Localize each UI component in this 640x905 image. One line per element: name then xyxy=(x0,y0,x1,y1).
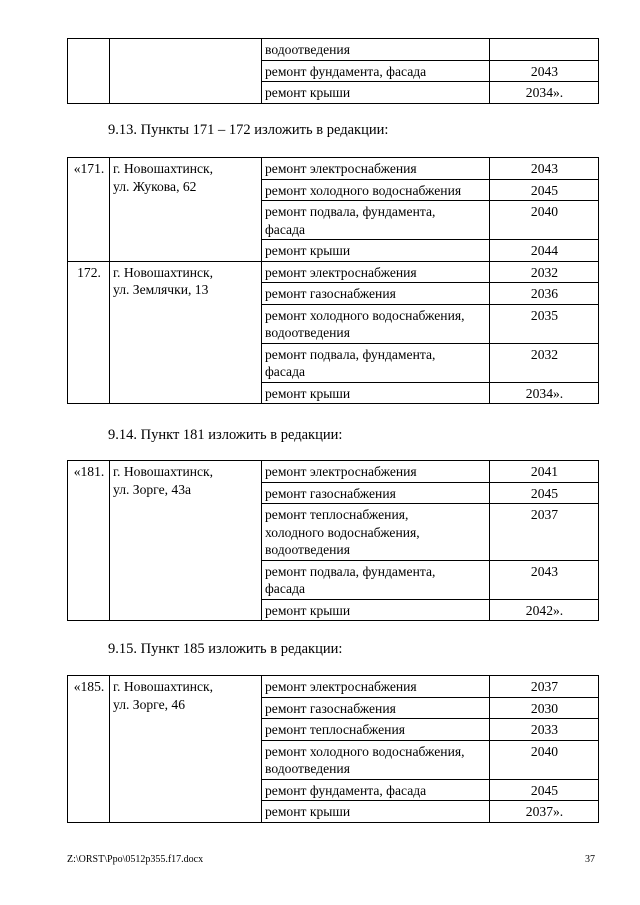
work-type-cell xyxy=(262,697,490,719)
work-type-cell xyxy=(262,719,490,741)
table-row xyxy=(68,676,599,698)
cell-text-line: ремонт теплоснабжения xyxy=(265,722,405,737)
work-type-cell xyxy=(262,676,490,698)
work-type-cell xyxy=(262,39,490,61)
work-type-cell xyxy=(262,283,490,305)
cell-text-line: фасада xyxy=(265,221,306,237)
work-type-cell xyxy=(262,343,490,382)
planned-year-cell: 2037 xyxy=(490,504,599,561)
cell-text-line: ремонт электроснабжения xyxy=(265,264,417,280)
planned-year-cell: 2036 xyxy=(490,283,599,305)
planned-year-cell: 2044 xyxy=(490,240,599,262)
cell-text-line: водоотведения xyxy=(265,761,350,776)
table-row xyxy=(68,261,599,283)
planned-year-cell: 2037 xyxy=(490,676,599,698)
planned-year-cell: 2042». xyxy=(490,599,599,621)
work-type-cell xyxy=(262,304,490,343)
planned-year-cell xyxy=(490,39,599,61)
work-type-cell xyxy=(262,740,490,779)
cell-text-line: ремонт теплоснабжения, xyxy=(265,507,409,522)
continued-table xyxy=(67,38,599,104)
cell-text-line: г. Новошахтинск, xyxy=(113,464,214,479)
cell-text-line: ремонт электроснабжения xyxy=(265,679,417,694)
cell-text-line: ремонт газоснабжения xyxy=(265,700,396,716)
table-row xyxy=(68,461,599,483)
address-cell xyxy=(110,461,262,621)
cell-text-line: фасада xyxy=(265,581,306,596)
cell-text-line: фасада xyxy=(265,364,306,379)
cell-text-line: г. Новошахтинск, xyxy=(113,264,214,280)
cell-text-line: ул. Зорге, 43а xyxy=(113,481,192,497)
planned-year-cell: 2040 xyxy=(490,740,599,779)
work-type-cell xyxy=(262,261,490,283)
item-number-cell: «171. xyxy=(68,158,110,262)
planned-year-cell: 2041 xyxy=(490,461,599,483)
cell-text-line: водоотведения xyxy=(265,42,350,57)
work-type-cell xyxy=(262,179,490,201)
work-type-cell xyxy=(262,779,490,801)
work-type-cell xyxy=(262,82,490,104)
cell-text-line: ремонт подвала, фундамента, xyxy=(265,563,436,579)
address-cell xyxy=(110,676,262,823)
cell-text-line: холодного водоснабжения, xyxy=(265,524,420,540)
cell-text-line: ремонт газоснабжения xyxy=(265,485,396,501)
planned-year-cell: 2043 xyxy=(490,560,599,599)
planned-year-cell: 2035 xyxy=(490,304,599,343)
cell-text-line: ремонт подвала, фундамента, xyxy=(265,204,436,219)
cell-text-line: ремонт холодного водоснабжения, xyxy=(265,307,465,323)
cell-text-line: ремонт крыши xyxy=(265,243,351,258)
cell-text-line: ул. Зорге, 46 xyxy=(113,696,186,712)
footer-page-number: 37 xyxy=(585,854,595,865)
planned-year-cell: 2034». xyxy=(490,82,599,104)
planned-year-cell: 2045 xyxy=(490,482,599,504)
planned-year-cell: 2040 xyxy=(490,201,599,240)
planned-year-cell: 2033 xyxy=(490,719,599,741)
item-number-cell xyxy=(68,39,110,104)
work-type-cell xyxy=(262,599,490,621)
cell-text-line: г. Новошахтинск, xyxy=(113,161,214,176)
work-type-cell xyxy=(262,801,490,823)
item-number-cell: «181. xyxy=(68,461,110,621)
planned-year-cell: 2032 xyxy=(490,261,599,283)
cell-text-line: ремонт крыши xyxy=(265,85,351,100)
address-cell xyxy=(110,158,262,262)
work-type-cell xyxy=(262,560,490,599)
planned-year-cell: 2045 xyxy=(490,179,599,201)
table-row xyxy=(68,39,599,61)
work-type-cell xyxy=(262,240,490,262)
planned-year-cell: 2045 xyxy=(490,779,599,801)
cell-text-line: ремонт фундамента, фасада xyxy=(265,63,427,79)
work-type-cell xyxy=(262,482,490,504)
planned-year-cell: 2032 xyxy=(490,343,599,382)
cell-text-line: ремонт холодного водоснабжения, xyxy=(265,743,465,759)
planned-year-cell: 2043 xyxy=(490,60,599,82)
cell-text-line: ремонт электроснабжения xyxy=(265,464,417,479)
work-type-cell xyxy=(262,461,490,483)
planned-year-cell: 2043 xyxy=(490,158,599,180)
address-cell xyxy=(110,39,262,104)
table-item-185 xyxy=(67,675,599,823)
address-cell xyxy=(110,261,262,404)
cell-text-line: ремонт газоснабжения xyxy=(265,286,396,301)
cell-text-line: водоотведения xyxy=(265,325,350,340)
table-item-181 xyxy=(67,460,599,621)
table-items-171-172 xyxy=(67,157,599,404)
cell-text-line: ремонт электроснабжения xyxy=(265,161,417,176)
planned-year-cell: 2030 xyxy=(490,697,599,719)
item-number-cell: 172. xyxy=(68,261,110,404)
work-type-cell xyxy=(262,158,490,180)
cell-text-line: ремонт холодного водоснабжения xyxy=(265,182,462,198)
work-type-cell xyxy=(262,201,490,240)
work-type-cell xyxy=(262,60,490,82)
cell-text-line: ремонт крыши xyxy=(265,385,351,401)
cell-text-line: водоотведения xyxy=(265,542,350,557)
cell-text-line: ремонт крыши xyxy=(265,602,351,618)
cell-text-line: ул. Жукова, 62 xyxy=(113,178,197,194)
planned-year-cell: 2034». xyxy=(490,382,599,404)
work-type-cell xyxy=(262,382,490,404)
planned-year-cell: 2037». xyxy=(490,801,599,823)
item-number-cell: «185. xyxy=(68,676,110,823)
cell-text-line: ремонт крыши xyxy=(265,804,351,819)
table-row xyxy=(68,158,599,180)
cell-text-line: ремонт фундамента, фасада xyxy=(265,782,427,798)
cell-text-line: ремонт подвала, фундамента, xyxy=(265,346,436,362)
section-heading-9-15: 9.15. Пункт 185 изложить в редакции: xyxy=(108,641,343,657)
section-heading-9-14: 9.14. Пункт 181 изложить в редакции: xyxy=(108,427,343,443)
section-heading-9-13: 9.13. Пункты 171 – 172 изложить в редакции: xyxy=(108,122,389,138)
footer-file-path: Z:\ORST\Ppo\0512p355.f17.docx xyxy=(67,854,204,865)
work-type-cell xyxy=(262,504,490,561)
cell-text-line: г. Новошахтинск, xyxy=(113,679,214,694)
cell-text-line: ул. Землячки, 13 xyxy=(113,282,209,297)
